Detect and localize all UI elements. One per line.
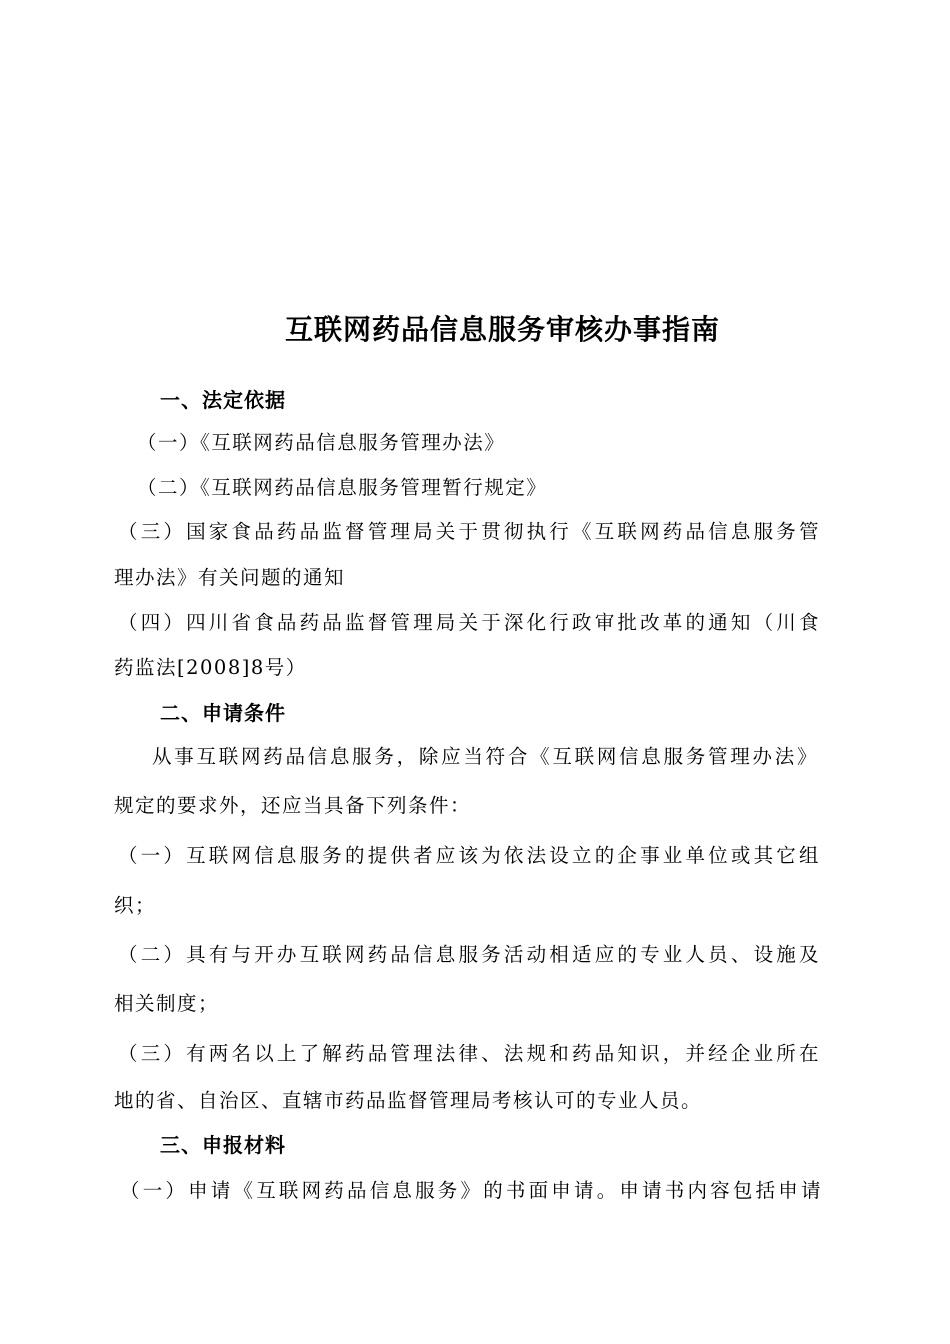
- legal-basis-item-4-cont: 药监法[2008]8号）: [114, 656, 307, 679]
- legal-basis-item-2: （二）《互联网药品信息服务管理暂行规定》: [137, 476, 548, 499]
- condition-item-2: （二）具有与开办互联网药品信息服务活动相适应的专业人员、设施及: [118, 943, 820, 966]
- legal-basis-item-1: （一）《互联网药品信息服务管理办法》: [137, 431, 506, 454]
- materials-item-1: （一）申请《互联网药品信息服务》的书面申请。申请书内容包括申请: [120, 1179, 822, 1202]
- legal-basis-item-3: （三）国家食品药品监督管理局关于贯彻执行《互联网药品信息服务管: [118, 520, 820, 543]
- section-heading-legal-basis: 一、法定依据: [160, 388, 286, 412]
- condition-item-1-cont: 织；: [114, 894, 157, 917]
- condition-item-2-cont: 相关制度；: [114, 992, 220, 1015]
- condition-item-1: （一）互联网信息服务的提供者应该为依法设立的企事业单位或其它组: [118, 844, 820, 867]
- section-heading-conditions: 二、申请条件: [160, 701, 286, 725]
- condition-item-3-cont: 地的省、自治区、直辖市药品监督管理局考核认可的专业人员。: [114, 1089, 703, 1112]
- legal-basis-item-3-cont: 理办法》有关问题的通知: [114, 566, 346, 589]
- section-heading-materials: 三、申报材料: [160, 1133, 286, 1157]
- document-title: 互联网药品信息服务审核办事指南: [284, 313, 720, 346]
- conditions-intro: 从事互联网药品信息服务，除应当符合《互联网信息服务管理办法》: [152, 745, 818, 768]
- conditions-intro-cont: 规定的要求外，还应当具备下列条件：: [114, 794, 472, 817]
- legal-basis-item-4: （四）四川省食品药品监督管理局关于深化行政审批改革的通知（川食: [118, 611, 820, 634]
- condition-item-3: （三）有两名以上了解药品管理法律、法规和药品知识，并经企业所在: [118, 1042, 820, 1065]
